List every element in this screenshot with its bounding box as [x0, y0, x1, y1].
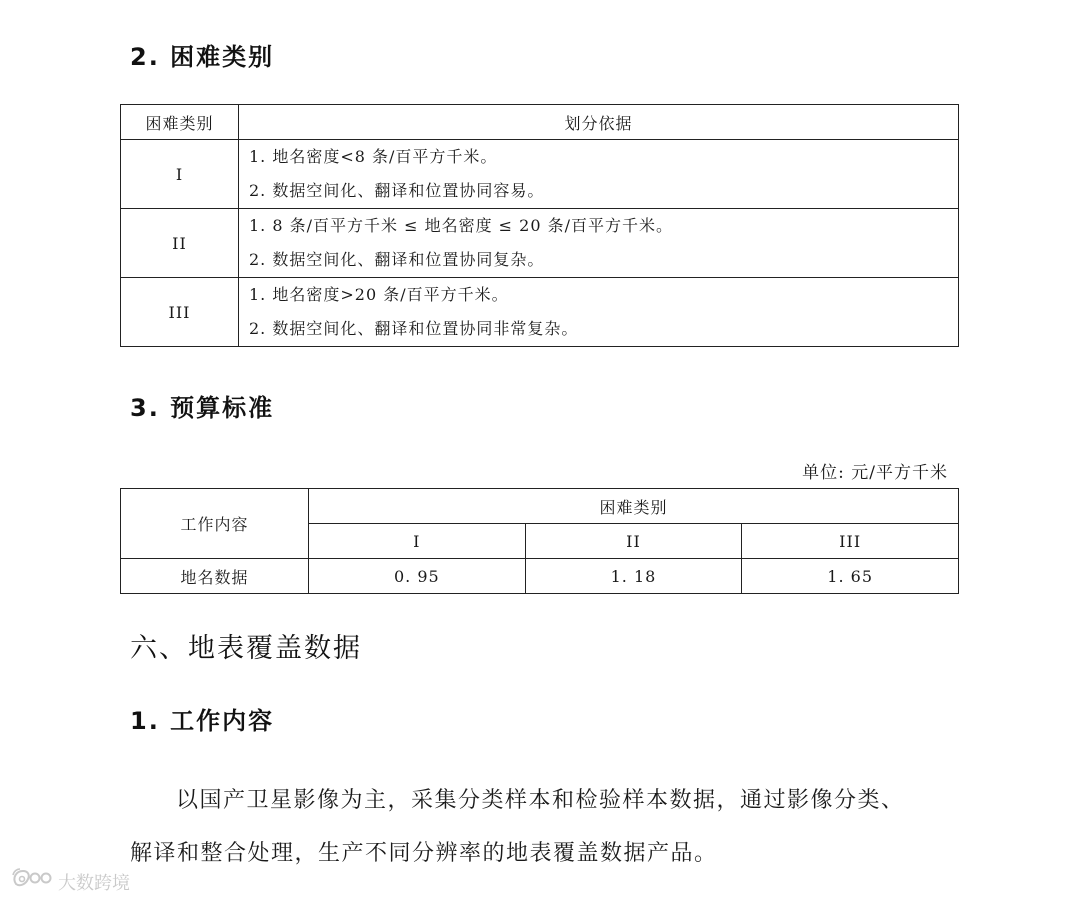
section-heading-difficulty: 2. 困难类别: [130, 43, 275, 71]
basis-cell: [239, 209, 959, 278]
chapter-heading-land-cover: 六、地表覆盖数据: [130, 633, 362, 664]
body-paragraph-line: 解译和整合处理，生产不同分辨率的地表覆盖数据产品。: [130, 841, 718, 866]
table-header-row: [121, 105, 959, 140]
table-header-row: [121, 489, 959, 524]
basis-line: 2. 数据空间化、翻译和位置协同容易。: [249, 181, 545, 200]
value-cell: 1. 65: [742, 559, 959, 594]
basis-cell: [239, 278, 959, 347]
basis-line: 1. 地名密度>20 条/百平方千米。: [249, 285, 509, 304]
work-cell: 地名数据: [121, 559, 309, 594]
basis-cell: [239, 140, 959, 209]
class-header-cell: I: [309, 524, 526, 559]
class-header-cell: III: [742, 524, 959, 559]
value-cell: 1. 18: [525, 559, 742, 594]
basis-line: 2. 数据空间化、翻译和位置协同非常复杂。: [249, 319, 579, 338]
basis-line: 1. 地名密度<8 条/百平方千米。: [249, 147, 498, 166]
basis-line: 2. 数据空间化、翻译和位置协同复杂。: [249, 250, 545, 269]
table-row: [121, 209, 959, 278]
weibo-logo-icon: [10, 866, 54, 897]
header-basis: 划分依据: [239, 105, 959, 140]
budget-table: [120, 488, 959, 594]
class-cell: III: [121, 278, 239, 347]
section-heading-budget: 3. 预算标准: [130, 394, 275, 422]
body-paragraph-line: 以国产卫星影像为主，采集分类样本和检验样本数据，通过影像分类、: [176, 788, 905, 813]
class-header-cell: II: [525, 524, 742, 559]
watermark-text: 大数跨境: [58, 872, 130, 894]
table-row: [121, 278, 959, 347]
class-cell: I: [121, 140, 239, 209]
section-heading-work-content: 1. 工作内容: [130, 707, 275, 735]
unit-label: 单位: 元/平方千米: [802, 463, 948, 483]
header-difficulty-class: 困难类别: [121, 105, 239, 140]
watermark: [10, 866, 130, 897]
table-row: [121, 140, 959, 209]
header-work-content: 工作内容: [121, 489, 309, 559]
class-cell: II: [121, 209, 239, 278]
table-row: [121, 559, 959, 594]
value-cell: 0. 95: [309, 559, 526, 594]
header-difficulty-class: 困难类别: [309, 489, 959, 524]
difficulty-class-table: [120, 104, 959, 347]
basis-line: 1. 8 条/百平方千米 ≤ 地名密度 ≤ 20 条/百平方千米。: [249, 216, 674, 235]
